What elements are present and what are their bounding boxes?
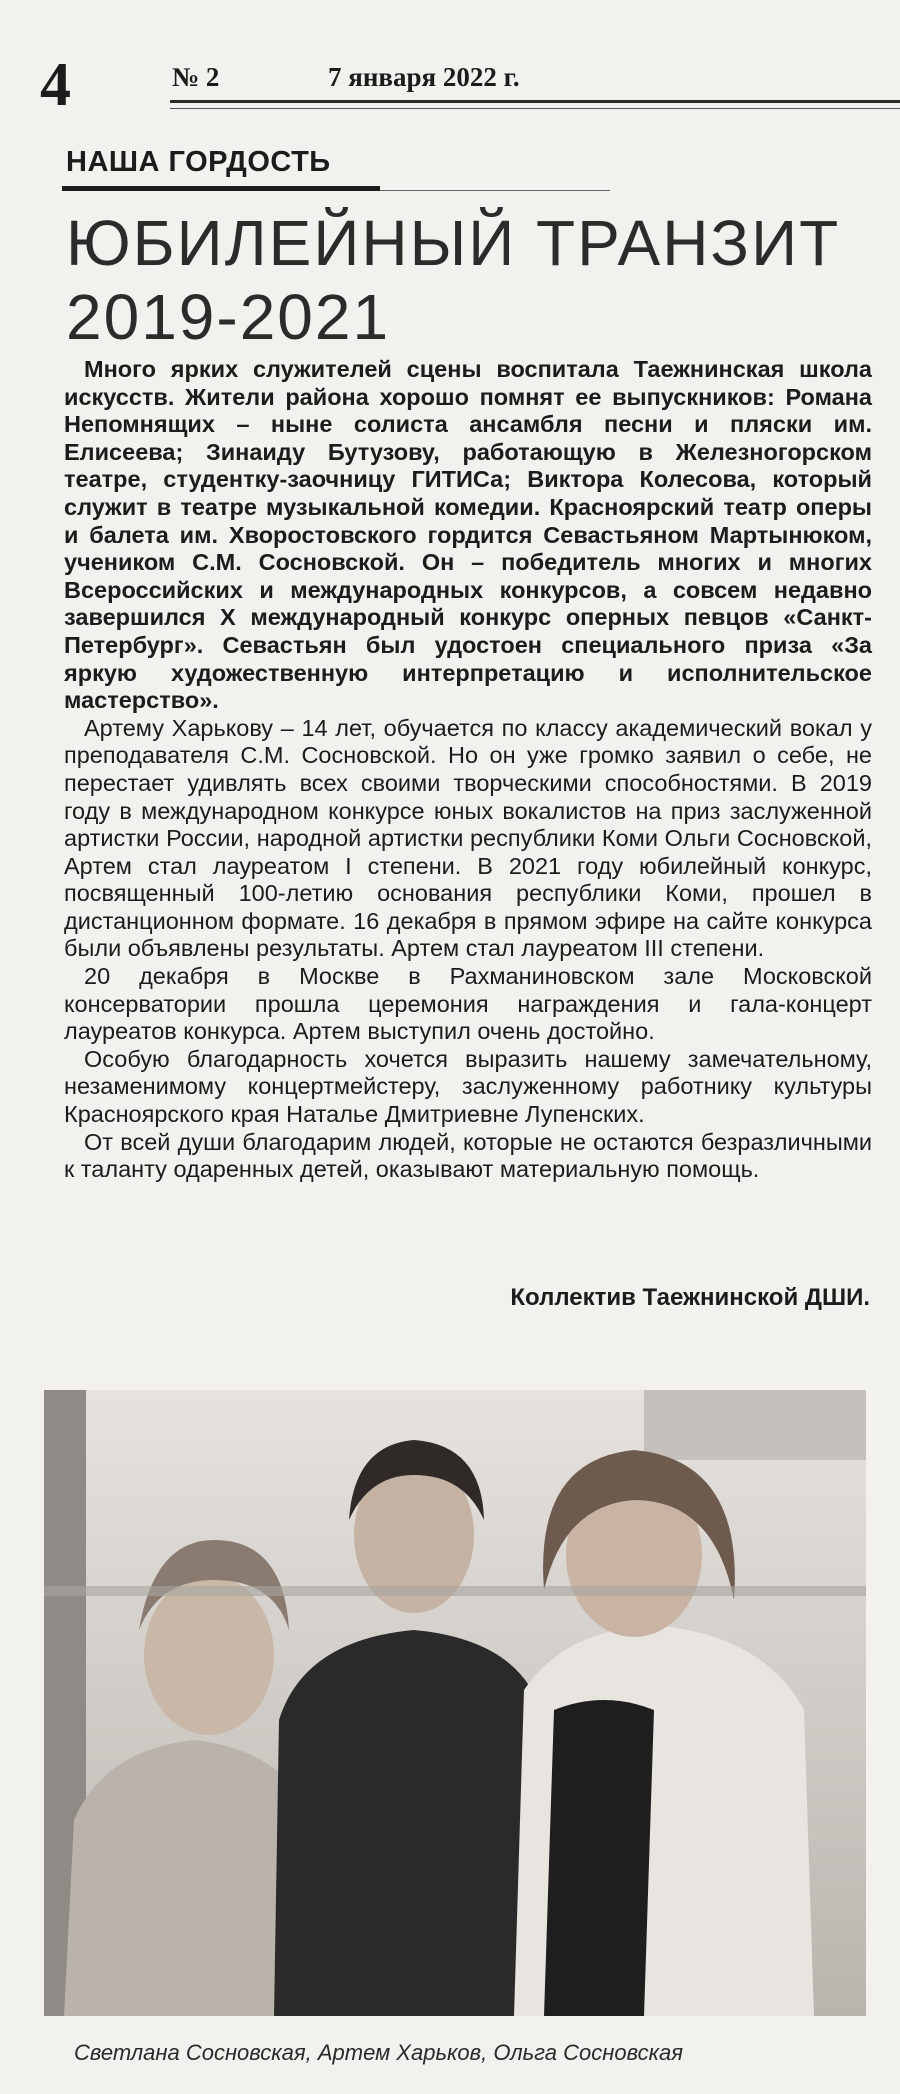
article-paragraph: От всей души благодарим людей, которые не остаются безразличными к таланту одаренных детей, оказывают материальную помощь. (64, 1128, 872, 1183)
article-lead: Много ярких служителей сцены воспитала Таежнинская школа искусств. Жители района хорошо помнят ее выпускников: Романа Непомнящих – ныне солиста ансамбля песни и пляски им. Елисеева; Зинаиду Бутузову, работающую в Железногорском театре, студентку-заочницу ГИТИСа; Виктора Колесова, который служит в театре музыкальной комедии. Красноярский театр оперы и балета им. Хворостовского гордится Севастьяном Мартынюком, учеником С.М. Сосновской. Он – победитель многих и многих Всероссийских и международных конкурсов, а совсем недавно завершился X международный конкурс оперных певцов «Санкт-Петербург». Севастьян был удостоен специального приза «За яркую художественную интерпретацию и исполнительское мастерство». (64, 356, 872, 714)
article-photo (44, 1390, 866, 2016)
page-number: 4 (40, 51, 71, 119)
header-rule (170, 100, 900, 103)
article-paragraph: 20 декабря в Москве в Рахманиновском зале Московской консерватории прошла церемония награждения и гала-концерт лауреатов конкурса. Артем выступил очень достойно. (64, 963, 872, 1045)
section-rubric: НАША ГОРДОСТЬ (66, 146, 331, 178)
header-rule-thin (170, 108, 900, 109)
article-signature: Коллектив Таежнинской ДШИ. (510, 1284, 870, 1311)
article-body (64, 356, 872, 1184)
masthead (40, 52, 900, 122)
photo-caption: Светлана Сосновская, Артем Харьков, Ольга Сосновская (74, 2040, 683, 2065)
article-headline (66, 206, 866, 354)
headline-line-1: ЮБИЛЕЙНЫЙ ТРАНЗИТ (66, 207, 841, 279)
headline-line-2: 2019-2021 (66, 281, 391, 353)
article-paragraph: Артему Харькову – 14 лет, обучается по классу академический вокал у преподавателя С.М. Сосновской. Но он уже громко заявил о себе, не перестает удивлять всех своими творческими способностями. В 2019 году в международном конкурсе юных вокалистов на приз заслуженной артистки России, народной артистки республики Коми Ольги Сосновской, Артем стал лауреатом I степени. В 2021 году юбилейный конкурс, посвященный 100-летию основания республики Коми, прошел в дистанционном формате. 16 декабря в прямом эфире на сайте конкурса были объявлены результаты. Артем стал лауреатом III степени. (64, 714, 872, 962)
rubric-underline-thin (380, 190, 610, 191)
rubric-underline (62, 186, 380, 191)
issue-number: № 2 (172, 62, 220, 92)
article-paragraph: Особую благодарность хочется выразить нашему замечательному, незаменимому концертмейстеру, заслуженному работнику культуры Красноярского края Наталье Дмитриевне Лупенских. (64, 1045, 872, 1128)
photo-illustration (44, 1390, 866, 2016)
issue-date: 7 января 2022 г. (328, 62, 520, 92)
